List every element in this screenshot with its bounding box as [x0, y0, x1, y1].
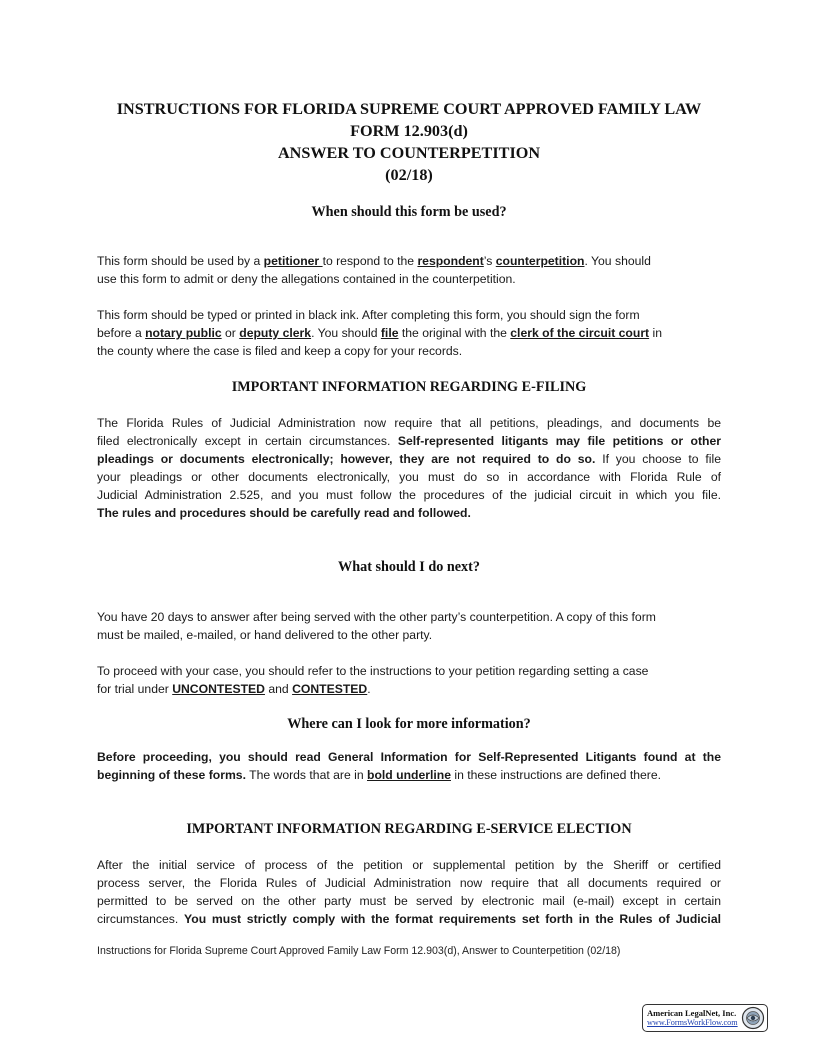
text-run: before a: [97, 326, 146, 340]
term-bold-underline: bold underline: [367, 768, 451, 782]
text-run: . You should: [584, 254, 651, 268]
paragraph-line: [97, 766, 721, 784]
term-uncontested: UNCONTESTED: [172, 682, 265, 696]
heading-more-info: Where can I look for more information?: [287, 716, 531, 732]
term-file: file: [380, 326, 399, 340]
title-line-3: ANSWER TO COUNTERPETITION: [277, 144, 541, 162]
term-deputy-clerk: deputy clerk: [239, 326, 312, 340]
bold-text: Self-represented litigants may file petitions or other: [397, 434, 721, 448]
paragraph-line: must be mailed, e-mailed, or hand delivered to the other party.: [97, 628, 433, 642]
paragraph-line: process server, the Florida Rules of Judicial Administration now require that all documents required or: [97, 876, 721, 890]
paragraph-line: To proceed with your case, you should refer to the instructions to your petition regarding setting a case: [97, 664, 649, 678]
text-run: . You should: [311, 326, 381, 340]
term-contested: CONTESTED: [292, 682, 368, 696]
logo-url-link[interactable]: www.FormsWorkFlow.com: [647, 1018, 738, 1027]
text-run: If you choose to file: [595, 452, 721, 466]
heading-efiling: IMPORTANT INFORMATION REGARDING E-FILING: [231, 379, 587, 395]
paragraph-line: [97, 324, 721, 342]
paragraph-efiling: [97, 414, 721, 522]
title-line-2: FORM 12.903(d): [350, 122, 468, 140]
text-run: and: [264, 682, 293, 696]
term-respondent: respondent: [417, 254, 484, 268]
americanlegalnet-logo[interactable]: [642, 1004, 768, 1032]
document-title: [97, 98, 721, 186]
paragraph-line: [97, 680, 721, 698]
text-run: ’s: [483, 254, 496, 268]
paragraph-line: [97, 748, 721, 766]
bold-text: The rules and procedures should be carefully read and followed.: [97, 506, 471, 520]
text-run: for trial under: [97, 682, 173, 696]
paragraph-line: your pleadings or other documents electronically, you must do so in accordance with Florida Rule of: [97, 470, 721, 484]
text-run: This form should be used by a: [97, 254, 264, 268]
paragraph-line: After the initial service of process of the petition or supplemental petition by the Sheriff or certified: [97, 858, 721, 872]
text-run: .: [367, 682, 371, 696]
term-clerk-of-circuit-court: clerk of the circuit court: [510, 326, 650, 340]
bold-text: beginning of these forms.: [97, 768, 246, 782]
bold-text: Before proceeding, you should read General Information for Self-Represented Litigants found at the: [97, 750, 721, 764]
text-run: filed electronically except in certain circumstances.: [97, 434, 398, 448]
text-run: to respond to the: [322, 254, 418, 268]
title-line-1: INSTRUCTIONS FOR FLORIDA SUPREME COURT APPROVED FAMILY LAW: [116, 100, 702, 118]
paragraph-line: [97, 450, 721, 468]
paragraph-line: the county where the case is filed and keep a copy for your records.: [97, 344, 463, 358]
paragraph-next-1: [97, 608, 721, 644]
text-run: circumstances.: [97, 912, 185, 926]
paragraph-next-2: [97, 662, 721, 698]
paragraph-more-info: [97, 748, 721, 784]
text-run: the original with the: [398, 326, 511, 340]
paragraph-line: This form should be typed or printed in black ink. After completing this form, you should sign the form: [97, 308, 640, 322]
paragraph-line: [97, 504, 721, 522]
term-petitioner: petitioner: [263, 254, 323, 268]
term-counterpetition: counterpetition: [495, 254, 585, 268]
paragraph-eservice: [97, 856, 721, 928]
text-run: in these instructions are defined there.: [450, 768, 662, 782]
term-notary-public: notary public: [145, 326, 222, 340]
text-run: or: [221, 326, 240, 340]
title-line-4: (02/18): [385, 166, 433, 184]
paragraph-when-used-2: [97, 306, 721, 360]
paragraph-line: [97, 252, 721, 270]
bold-text: You must strictly comply with the format requirements set forth in the Rules of Judicial: [184, 912, 721, 926]
paragraph-when-used-1: [97, 252, 721, 288]
bold-text: pleadings or documents electronically; however, they are not required to do so.: [97, 452, 596, 466]
page-footer: Instructions for Florida Supreme Court Approved Family Law Form 12.903(d), Answer to Counterpetition (02/18): [97, 945, 621, 957]
text-run: in: [649, 326, 662, 340]
paragraph-line: [97, 432, 721, 450]
paragraph-line: Judicial Administration 2.525, and you must follow the procedures of the judicial circuit in which you file.: [97, 488, 721, 502]
paragraph-line: [97, 910, 721, 928]
logo-company-name: American LegalNet, Inc.: [647, 1008, 737, 1018]
paragraph-line: The Florida Rules of Judicial Administration now require that all petitions, pleadings, and documents be: [97, 416, 721, 430]
heading-eservice: IMPORTANT INFORMATION REGARDING E-SERVICE ELECTION: [186, 821, 632, 837]
text-run: The words that are in: [245, 768, 368, 782]
paragraph-line: use this form to admit or deny the allegations contained in the counterpetition.: [97, 272, 516, 286]
paragraph-line: You have 20 days to answer after being served with the other party’s counterpetition. A copy of this form: [97, 610, 656, 624]
globe-icon: [741, 1006, 765, 1030]
heading-when-used: When should this form be used?: [311, 204, 507, 220]
heading-next-steps: What should I do next?: [338, 559, 480, 575]
paragraph-line: permitted to be served on the other party must be served by electronic mail (e-mail) except in certain: [97, 894, 721, 908]
